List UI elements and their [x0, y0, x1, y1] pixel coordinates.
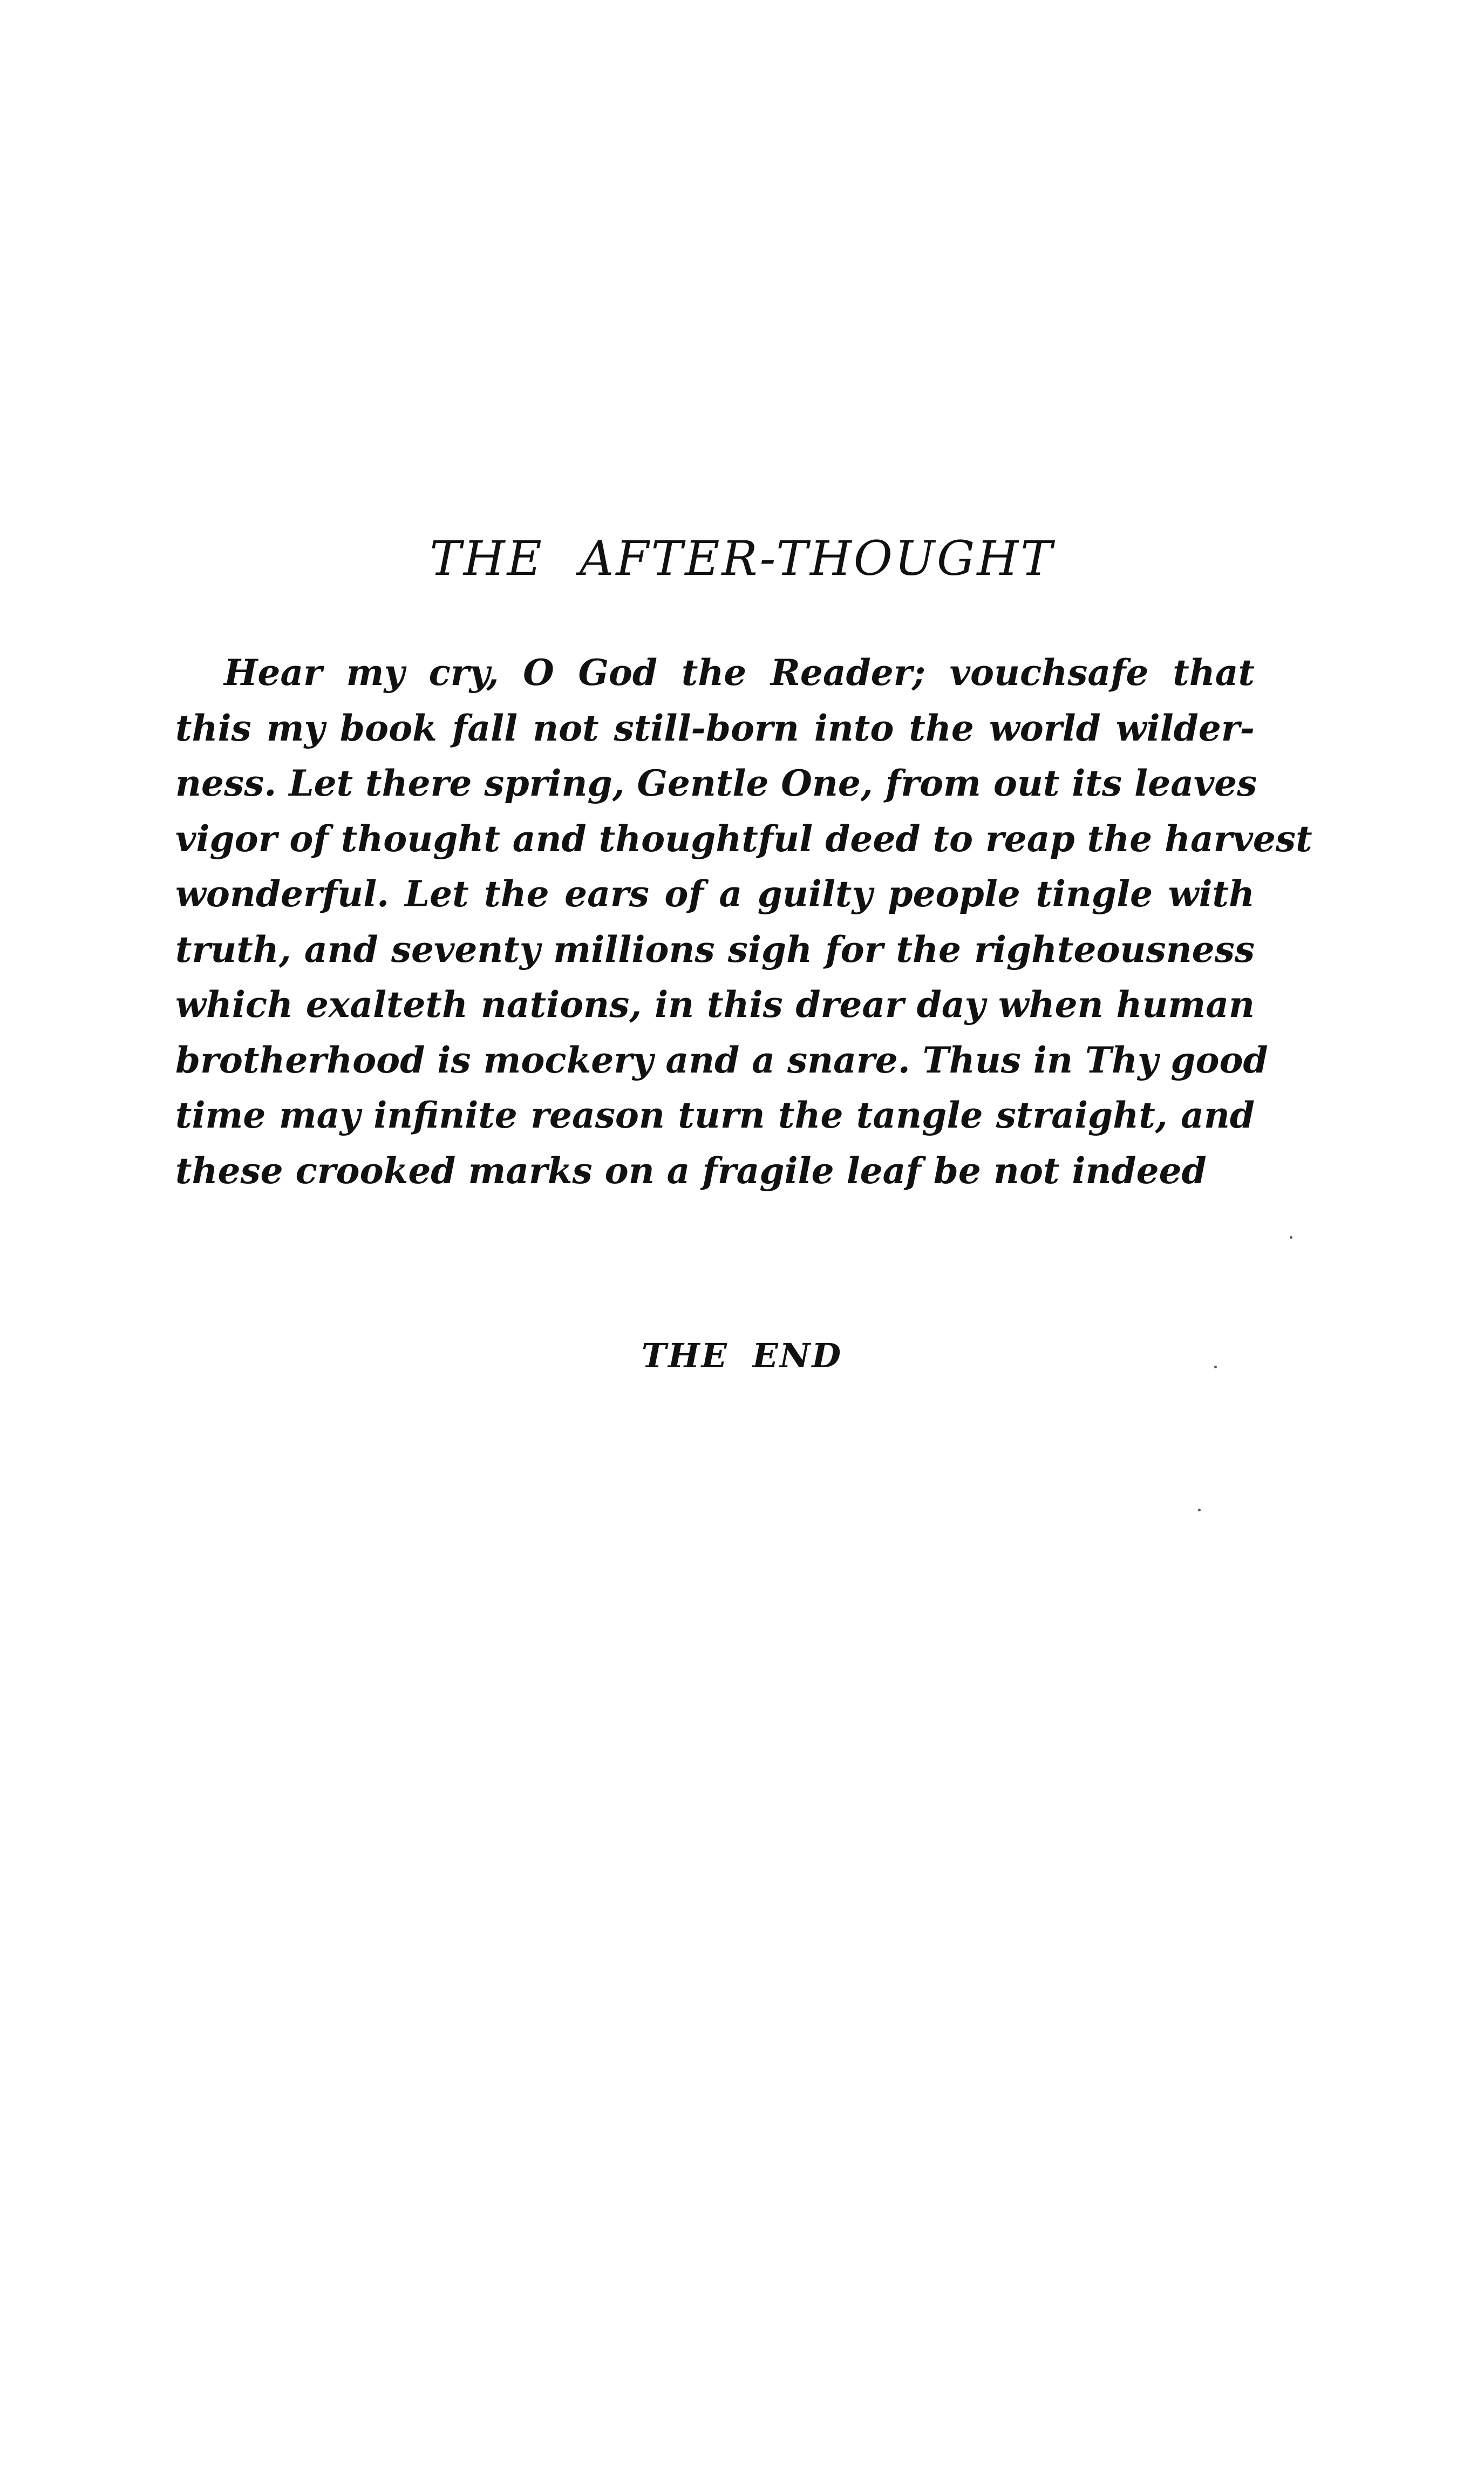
paragraph-line: which exalteth nations, in this drear day when human	[175, 983, 1255, 1026]
the-end-label: THE END	[641, 1336, 843, 1375]
after-thought-paragraph	[175, 645, 1312, 1198]
paragraph-line: truth, and seventy millions sigh for the righteousness	[175, 928, 1255, 971]
paragraph-line: ness. Let there spring, Gentle One, from out its leaves	[175, 762, 1257, 804]
paragraph-line: wonderful. Let the ears of a guilty people tingle with	[175, 873, 1255, 915]
paragraph-line: time may infinite reason turn the tangle straight, and	[175, 1094, 1255, 1136]
scan-speck	[1214, 1366, 1217, 1368]
paragraph-line: vigor of thought and thoughtful deed to reap the harvest	[175, 817, 1312, 860]
paragraph-line: this my book fall not still-born into the world wilder-	[175, 707, 1255, 749]
paragraph-line: these crooked marks on a fragile leaf be not indeed	[175, 1149, 1207, 1192]
scan-speck	[1290, 1236, 1292, 1239]
page-heading: THE AFTER-THOUGHT	[430, 531, 1054, 586]
paragraph-line: brotherhood is mockery and a snare. Thus in Thy good	[175, 1039, 1268, 1081]
scan-speck	[1198, 1509, 1201, 1511]
paragraph-line: Hear my cry, O God the Reader; vouchsafe that	[224, 652, 1255, 694]
